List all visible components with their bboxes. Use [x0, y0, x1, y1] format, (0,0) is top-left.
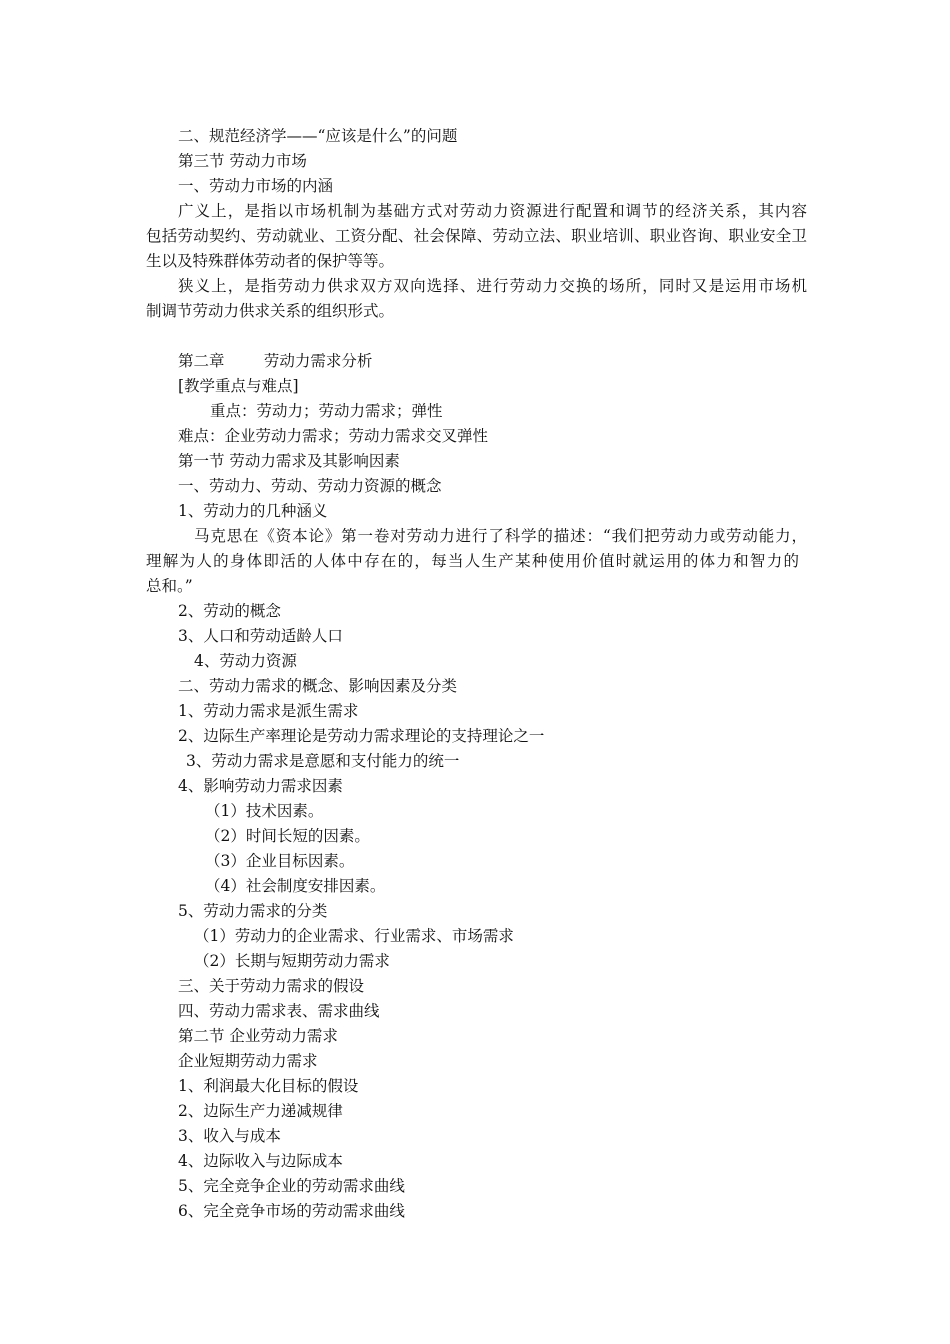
- factor-enterprise-goal: （3）企业目标因素。: [205, 852, 355, 870]
- item-derived-demand: 1、劳动力需求是派生需求: [178, 702, 359, 720]
- item-labor-resources: 4、劳动力资源: [194, 652, 297, 670]
- factor-social-system: （4）社会制度安排因素。: [205, 877, 386, 895]
- section-title-demand-factors: 第一节 劳动力需求及其影响因素: [178, 452, 400, 470]
- key-points: 重点：劳动力；劳动力需求；弹性: [210, 402, 443, 420]
- item-labor-concept: 2、劳动的概念: [178, 602, 281, 620]
- item-marginal-productivity: 2、边际生产率理论是劳动力需求理论的支持理论之一: [178, 727, 545, 745]
- paragraph-marx-line-2: 理解为人的身体即活的人体中存在的，每当人生产某种使用价值时就运用的体力和智力的: [146, 552, 799, 570]
- heading-demand-concept: 二、劳动力需求的概念、影响因素及分类: [178, 677, 458, 695]
- difficult-points: 难点：企业劳动力需求；劳动力需求交叉弹性: [178, 427, 489, 445]
- teaching-focus-heading: [教学重点与难点]: [178, 377, 299, 395]
- section-title-enterprise-demand: 第二节 企业劳动力需求: [178, 1027, 338, 1045]
- heading-demand-schedule: 四、劳动力需求表、需求曲线: [178, 1002, 380, 1020]
- heading-labor-market-meaning: 一、劳动力市场的内涵: [178, 177, 334, 195]
- paragraph-broad-sense-line-1: 广义上，是指以市场机制为基础方式对劳动力资源进行配置和调节的经济关系，其内容: [178, 202, 807, 220]
- chapter-title-labor-demand: 第二章 劳动力需求分析: [178, 352, 373, 370]
- heading-normative-economics: 二、规范经济学——“应该是什么”的问题: [178, 127, 458, 145]
- section-title-labor-market: 第三节 劳动力市场: [178, 152, 307, 170]
- paragraph-marx-line-3: 总和。”: [146, 577, 193, 595]
- item-marginal-revenue-cost: 4、边际收入与边际成本: [178, 1152, 343, 1170]
- item-demand-classification: 5、劳动力需求的分类: [178, 902, 328, 920]
- paragraph-narrow-sense-line-1: 狭义上，是指劳动力供求双方双向选择、进行劳动力交换的场所，同时又是运用市场机: [178, 277, 807, 295]
- item-labor-meanings: 1、劳动力的几种涵义: [178, 502, 328, 520]
- item-revenue-cost: 3、收入与成本: [178, 1127, 281, 1145]
- item-demand-factors: 4、影响劳动力需求因素: [178, 777, 343, 795]
- paragraph-marx-line-1: 马克思在《资本论》第一卷对劳动力进行了科学的描述：“我们把劳动力或劳动能力，: [194, 527, 807, 545]
- factor-technology: （1）技术因素。: [205, 802, 324, 820]
- item-diminishing-returns: 2、边际生产力递减规律: [178, 1102, 343, 1120]
- paragraph-broad-sense-line-3: 生以及特殊群体劳动者的保护等等。: [146, 252, 395, 270]
- item-willingness-ability: 3、劳动力需求是意愿和支付能力的统一: [186, 752, 460, 770]
- factor-time: （2）时间长短的因素。: [205, 827, 370, 845]
- heading-labor-concepts: 一、劳动力、劳动、劳动力资源的概念: [178, 477, 442, 495]
- class-long-short-term: （2）长期与短期劳动力需求: [194, 952, 390, 970]
- item-perfect-competition-market: 6、完全竞争市场的劳动需求曲线: [178, 1202, 405, 1220]
- paragraph-broad-sense-line-2: 包括劳动契约、劳动就业、工资分配、社会保障、劳动立法、职业培训、职业咨询、职业安全卫: [146, 227, 807, 245]
- heading-short-term-demand: 企业短期劳动力需求: [178, 1052, 318, 1070]
- item-population: 3、人口和劳动适龄人口: [178, 627, 343, 645]
- class-enterprise-industry-market: （1）劳动力的企业需求、行业需求、市场需求: [194, 927, 514, 945]
- heading-assumptions: 三、关于劳动力需求的假设: [178, 977, 365, 995]
- paragraph-narrow-sense-line-2: 制调节劳动力供求关系的组织形式。: [146, 302, 395, 320]
- item-profit-maximization: 1、利润最大化目标的假设: [178, 1077, 359, 1095]
- item-perfect-competition-firm: 5、完全竞争企业的劳动需求曲线: [178, 1177, 405, 1195]
